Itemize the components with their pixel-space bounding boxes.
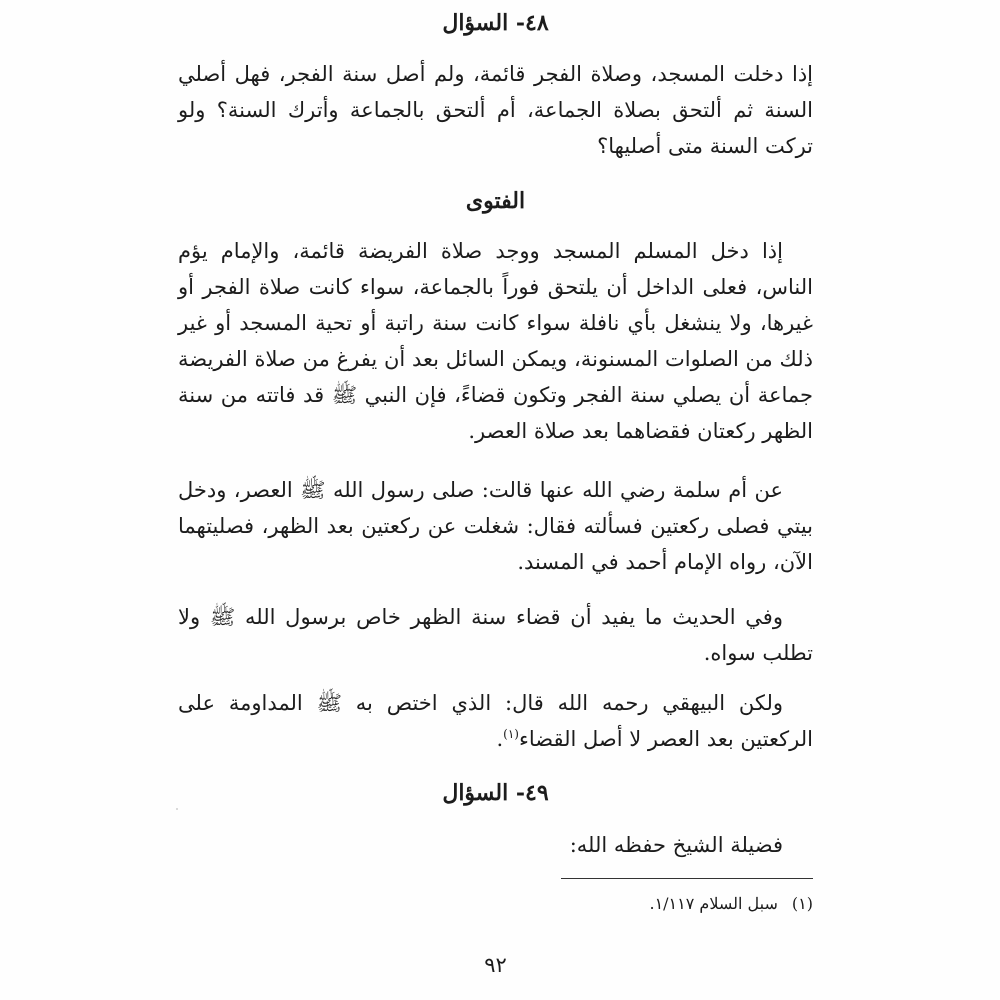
footnote-text: سبل السلام ١/١١٧. bbox=[649, 894, 778, 913]
question-49-heading: ٤٩- السؤال bbox=[442, 780, 549, 806]
page-number: ٩٢ bbox=[484, 953, 507, 977]
question-48-text: إذا دخلت المسجد، وصلاة الفجر قائمة، ولم أصل سنة الفجر، فهل أصلي السنة ثم ألتحق بصلاة الجماعة، أم ألتحق بالجماعة وأترك السنة؟ ولو تركت السنة متى أصليها؟ bbox=[178, 62, 813, 158]
question-48-heading: ٤٨- السؤال bbox=[442, 10, 549, 36]
question-49-greeting: فضيلة الشيخ حفظه الله: bbox=[569, 833, 783, 857]
paragraph-4-end: . bbox=[496, 727, 504, 751]
paragraph-4-text: ولكن البيهقي رحمه الله قال: الذي اختص به ﷺ المداومة على الركعتين بعد العصر لا أصل القضاء bbox=[178, 691, 813, 751]
fatwa-paragraph-2: عن أم سلمة رضي الله عنها قالت: صلى رسول الله ﷺ العصر، ودخل بيتي فصلى ركعتين فسألته فقال: شغلت عن ركعتين بعد الظهر، فصليتهما الآن، رواه الإمام أحمد في المسند. bbox=[178, 478, 813, 574]
fatwa-paragraph-4 bbox=[178, 685, 813, 757]
page-content bbox=[178, 0, 813, 1000]
footnote bbox=[178, 892, 813, 916]
fatwa-paragraph-1: إذا دخل المسلم المسجد ووجد صلاة الفريضة قائمة، والإمام يؤم الناس، فعلى الداخل أن يلتحق فوراً بالجماعة، سواء كانت صلاة الفجر أو غيرها، ولا ينشغل بأي نافلة سواء كانت سنة راتبة أو تحية المسجد أو غير ذلك من الصلوات المسنونة، ويمكن السائل بعد أن يفرغ من صلاة الفريضة جماعة أن يصلي سنة الفجر وتكون قضاءً، فإن النبي ﷺ قد فاتته من سنة الظهر ركعتان فقضاهما بعد صلاة العصر. bbox=[178, 239, 813, 443]
fatwa-heading: الفتوى bbox=[465, 188, 526, 214]
fatwa-paragraph-3: وفي الحديث ما يفيد أن قضاء سنة الظهر خاص برسول الله ﷺ ولا تطلب سواه. bbox=[178, 605, 813, 665]
footnote-number: (١) bbox=[791, 894, 813, 913]
footnote-divider bbox=[561, 878, 813, 879]
footnote-reference: (١) bbox=[503, 727, 519, 741]
